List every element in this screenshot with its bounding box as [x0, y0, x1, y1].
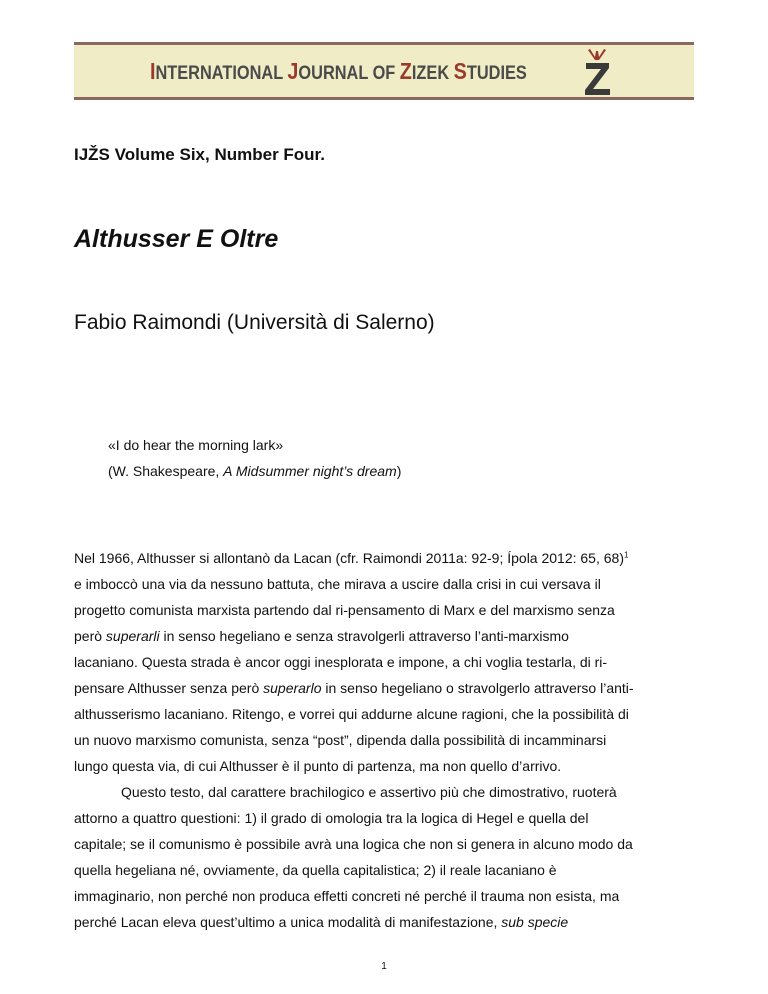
- paragraph-2-continued: [74, 805, 696, 935]
- volume-line: IJŽS Volume Six, Number Four.: [74, 145, 325, 164]
- text-line: un nuovo marxismo comunista, senza “post”, dipenda dalla possibilità di incamminarsi: [74, 732, 607, 748]
- text-line: immaginario, non perché non produca effetti concreti né perché il trauma non esista, ma: [74, 888, 620, 904]
- text-line: progetto comunista marxista partendo dal ri-pensamento di Marx e del marxismo senza: [74, 602, 615, 618]
- text-line: lungo questa via, di cui Althusser è il punto di partenza, ma non quello d’arrivo.: [74, 758, 562, 774]
- text-line: lacaniano. Questa strada è ancor oggi inesplorata e impone, a chi voglia testarla, di ri-: [74, 654, 608, 670]
- page-number: 1: [381, 961, 387, 972]
- epigraph-attribution-prefix: (W. Shakespeare,: [108, 463, 224, 479]
- text-line: capitale; se il comunismo è possibile avrà una logica che non si genera in alcuno modo da: [74, 836, 633, 852]
- text-line: Questo testo, dal carattere brachilogico e assertivo più che dimostrativo, ruoterà: [121, 784, 617, 800]
- author-affiliation: Fabio Raimondi (Università di Salerno): [74, 311, 435, 334]
- emphasis: superarli: [105, 628, 160, 644]
- epigraph-attribution-suffix: ): [396, 463, 402, 479]
- text-line: [74, 623, 696, 649]
- text-line: [74, 675, 696, 701]
- text-segment: però: [74, 628, 106, 644]
- epigraph-work-title: A Midsummer night’s dream: [223, 463, 397, 479]
- journal-name-word: TUDIES: [466, 63, 527, 84]
- body-text: [74, 545, 696, 935]
- text-segment: in senso hegeliano o stravolgerlo attraverso l’anti-: [321, 680, 634, 696]
- text-line: althusserismo lacaniano. Ritengo, e vorrei qui addurne alcune ragioni, che la possibilità di: [74, 706, 629, 722]
- paragraph-1: [74, 545, 696, 779]
- text-line: [74, 909, 696, 935]
- paragraph-2: [74, 779, 696, 805]
- epigraph-quote: «I do hear the morning lark»: [108, 437, 284, 453]
- emphasis: superarlo: [263, 680, 322, 696]
- journal-name-initial: Z: [399, 58, 412, 84]
- article-title: Althusser E Oltre: [74, 225, 279, 253]
- journal-logo-icon: [582, 49, 612, 97]
- text-line: attorno a quattro questioni: 1) il grado di omologia tra la logica di Hegel e quella del: [74, 810, 589, 826]
- journal-name-initial: I: [150, 58, 156, 84]
- emphasis: sub specie: [501, 914, 569, 930]
- text-line: quella hegeliana né, ovviamente, da quella capitalistica; 2) il reale lacaniano è: [74, 862, 557, 878]
- text-segment: in senso hegeliano e senza stravolgerli attraverso l’anti-marxismo: [159, 628, 569, 644]
- journal-name-word: OURNAL OF: [298, 63, 400, 84]
- journal-name-initial: S: [453, 58, 467, 84]
- epigraph-attribution: [108, 458, 401, 484]
- epigraph: [108, 432, 401, 484]
- text-line: [74, 545, 696, 571]
- text-segment: pensare Althusser senza però: [74, 680, 264, 696]
- journal-banner: [74, 42, 694, 100]
- footnote-marker[interactable]: 1: [624, 550, 629, 560]
- text-line-content: Nel 1966, Althusser si allontanò da Lacan (cfr. Raimondi 2011a: 92-9; Ípola 2012: 65, 68): [74, 550, 624, 566]
- text-line: e imboccò una via da nessuno battuta, che mirava a uscire dalla crisi in cui versava il: [74, 576, 601, 592]
- text-segment: perché Lacan eleva quest’ultimo a unica modalità di manifestazione,: [74, 914, 502, 930]
- journal-name-initial: J: [287, 58, 299, 84]
- journal-name-word: NTERNATIONAL: [155, 63, 288, 84]
- journal-name-word: IZEK: [411, 63, 454, 84]
- journal-name: [150, 58, 527, 85]
